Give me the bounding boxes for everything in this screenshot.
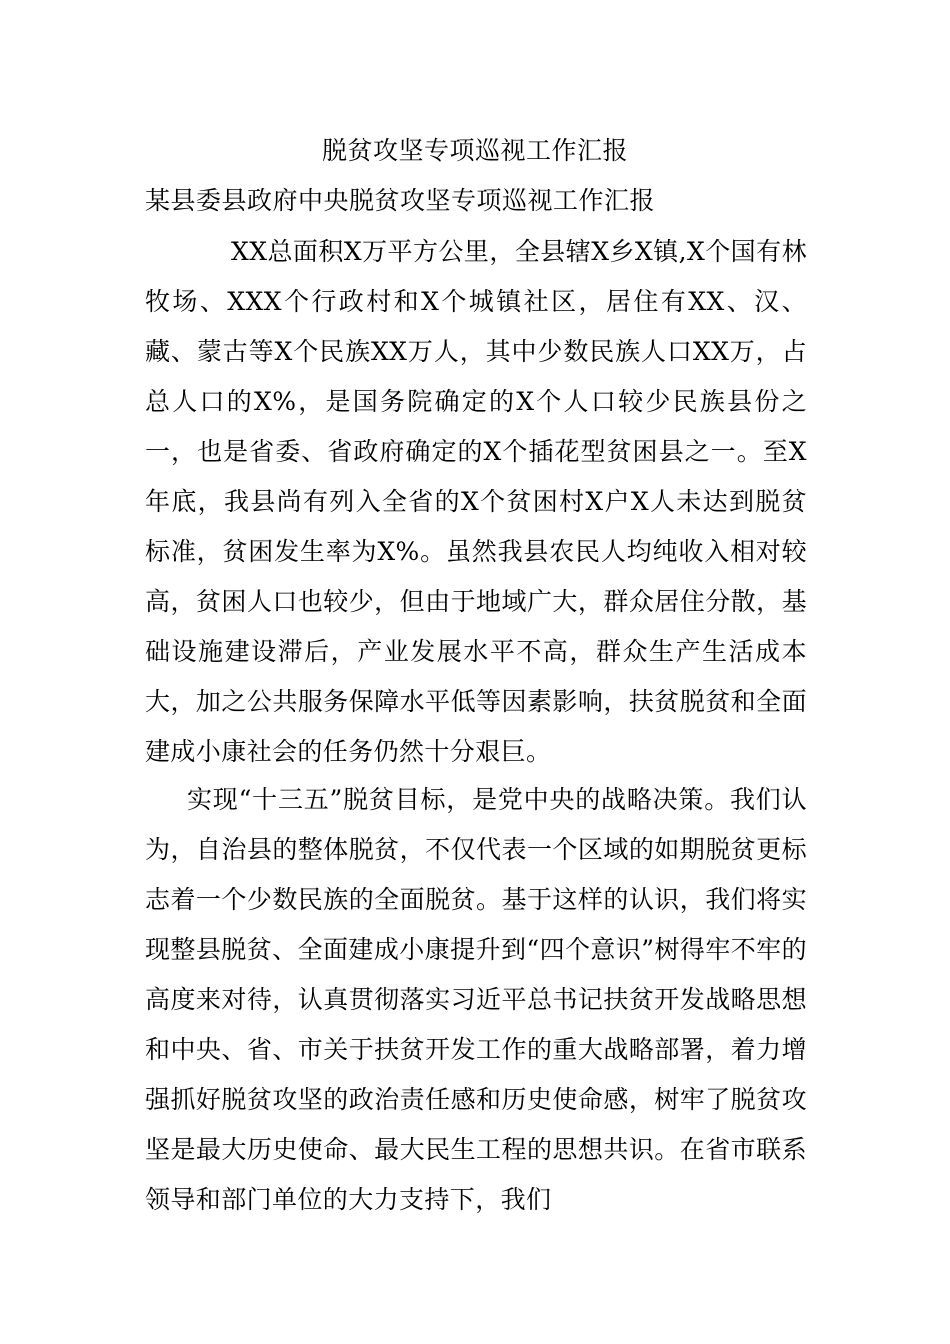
body-paragraph-1: XX总面积X万平方公里，全县辖X乡X镇,X个国有林牧场、XXX个行政村和X个城镇社区，居住有XX、汉、藏、蒙古等X个民族XX万人，其中少数民族人口XX万，占总人口的X%，是国务院确定的X个人口较少民族县份之一，也是省委、省政府确定的X个插花型贫困县之一。至X年底，我县尚有列入全省的X个贫困村X户X人未达到脱贫标准，贫困发生率为X%。虽然我县农民人均纯收入相对较高，贫困人口也较少，但由于地域广大，群众居住分散，基础设施建设滞后，产业发展水平不高，群众生产生活成本大，加之公共服务保障水平低等因素影响，扶贫脱贫和全面建成小康社会的任务仍然十分艰巨。 (145, 237, 807, 766)
body-paragraph-2: 实现“十三五”脱贫目标，是党中央的战略决策。我们认为，自治县的整体脱贫，不仅代表一个区域的如期脱贫更标志着一个少数民族的全面脱贫。基于这样的认识，我们将实现整县脱贫、全面建成小康提升到“四个意识”树得牢不牢的高度来对待，认真贯彻落实习近平总书记扶贫开发战略思想和中央、省、市关于扶贫开发工作的重大战略部署，着力增强抓好脱贫攻坚的政治责任感和历史使命感，树牢了脱贫攻坚是最大历史使命、最大民生工程的思想共识。在省市联系领导和部门单位的大力支持下，我们 (145, 785, 807, 1214)
document-subtitle: 某县委县政府中央脱贫攻坚专项巡视工作汇报 (145, 186, 656, 215)
document-title: 脱贫攻坚专项巡视工作汇报 (321, 136, 628, 165)
